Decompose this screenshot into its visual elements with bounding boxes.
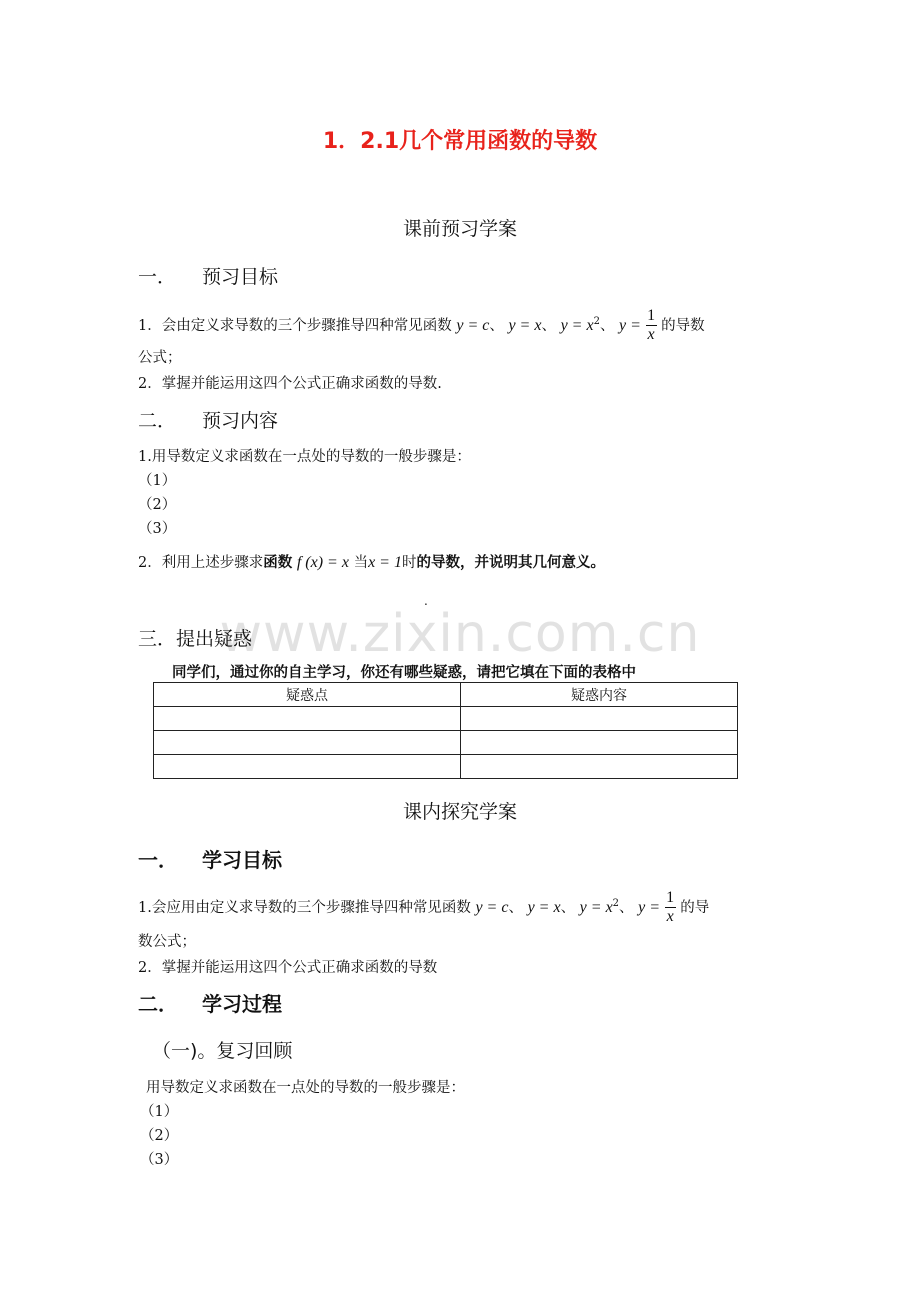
learning-goal-item-1 bbox=[138, 886, 709, 926]
text: 的导 bbox=[680, 899, 710, 916]
heading-questions: 三．提出疑惑 bbox=[138, 628, 253, 650]
table-cell[interactable] bbox=[154, 707, 461, 731]
review-item: 用导数定义求函数在一点处的导数的一般步骤是： bbox=[146, 1080, 465, 1096]
heading-preview-content bbox=[138, 406, 278, 433]
section-heading-inclass: 课内探究学案 bbox=[402, 801, 517, 823]
text: 2．利用上述步骤求 bbox=[138, 555, 264, 571]
formula: y = x bbox=[560, 316, 594, 334]
heading-label: 学习过程 bbox=[202, 992, 282, 1016]
formula: y = bbox=[638, 898, 661, 916]
text: 函数 bbox=[263, 555, 293, 571]
table-row bbox=[154, 707, 738, 731]
heading-number: 一． bbox=[138, 266, 177, 288]
formula: y = x bbox=[508, 316, 542, 334]
preview-step-2: （2） bbox=[138, 497, 177, 513]
review-step-3: （3） bbox=[140, 1152, 179, 1168]
formula: f (x) = x bbox=[296, 554, 349, 571]
numerator: 1 bbox=[647, 307, 656, 325]
preview-goal-item-1 bbox=[138, 304, 705, 344]
heading-label: 预习目标 bbox=[202, 266, 279, 288]
separator: 、 bbox=[508, 899, 523, 916]
page-title: 1．2.1几个常用函数的导数 bbox=[322, 129, 598, 154]
learning-goal-item-1-cont: 数公式； bbox=[138, 934, 196, 950]
preview-goal-item-2: 2．掌握并能运用这四个公式正确求函数的导数. bbox=[138, 376, 442, 392]
formula: y = x bbox=[579, 898, 613, 916]
text: 1.会应用由定义求导数的三个步骤推导四种常见函数 bbox=[138, 899, 471, 916]
formula: y = bbox=[619, 316, 641, 334]
table-cell[interactable] bbox=[154, 731, 461, 755]
text: 当 bbox=[353, 555, 369, 571]
preview-content-item-2 bbox=[138, 551, 605, 572]
text: 的导数，并说明其几何意义。 bbox=[416, 555, 605, 571]
table-cell[interactable] bbox=[461, 755, 738, 779]
review-step-1: （1） bbox=[140, 1104, 179, 1120]
table-row bbox=[154, 731, 738, 755]
denominator: x bbox=[647, 326, 655, 344]
table-header: 疑惑点 bbox=[154, 683, 461, 707]
preview-goal-item-1-cont: 公式； bbox=[138, 350, 182, 366]
heading-number: 一． bbox=[138, 848, 178, 872]
fraction bbox=[665, 889, 676, 926]
formula: y = c bbox=[456, 316, 490, 334]
preview-step-3: （3） bbox=[138, 521, 177, 537]
table-header: 疑惑内容 bbox=[461, 683, 738, 707]
separator: 、 bbox=[541, 317, 556, 334]
table-cell[interactable] bbox=[461, 731, 738, 755]
exponent: 2 bbox=[612, 898, 620, 909]
table-row bbox=[154, 755, 738, 779]
heading-number: 二． bbox=[138, 992, 178, 1016]
table-cell[interactable] bbox=[461, 707, 738, 731]
heading-learning-goals bbox=[138, 844, 282, 873]
section-heading-preview: 课前预习学案 bbox=[402, 218, 517, 240]
table-header-row bbox=[154, 683, 738, 707]
formula: y = x bbox=[527, 898, 561, 916]
heading-label: 学习目标 bbox=[202, 848, 282, 872]
subheading-review: （一)。复习回顾 bbox=[152, 1040, 293, 1062]
formula: x = 1 bbox=[368, 554, 402, 571]
exponent: 2 bbox=[593, 316, 600, 327]
formula: y = c bbox=[475, 898, 509, 916]
questions-table bbox=[153, 682, 738, 779]
separator: 、 bbox=[619, 899, 634, 916]
review-step-2: （2） bbox=[140, 1128, 179, 1144]
heading-label: 预习内容 bbox=[202, 410, 279, 432]
denominator: x bbox=[666, 908, 674, 926]
stray-dot: . bbox=[424, 594, 428, 608]
heading-learning-process bbox=[138, 988, 282, 1017]
learning-goal-item-2: 2．掌握并能运用这四个公式正确求函数的导数 bbox=[138, 960, 438, 976]
separator: 、 bbox=[599, 317, 615, 334]
separator: 、 bbox=[489, 317, 504, 334]
numerator: 1 bbox=[666, 889, 675, 907]
text: 1．会由定义求导数的三个步骤推导四种常见函数 bbox=[138, 317, 452, 334]
fraction bbox=[646, 307, 657, 344]
text: 时 bbox=[401, 555, 417, 571]
table-cell[interactable] bbox=[154, 755, 461, 779]
watermark: www.zixin.com.cn bbox=[219, 604, 701, 664]
preview-step-1: （1） bbox=[138, 473, 177, 489]
questions-intro: 同学们，通过你的自主学习，你还有哪些疑惑，请把它填在下面的表格中 bbox=[172, 665, 636, 681]
heading-number: 二． bbox=[138, 410, 177, 432]
separator: 、 bbox=[560, 899, 576, 916]
preview-content-item-1: 1.用导数定义求函数在一点处的导数的一般步骤是： bbox=[138, 449, 471, 465]
text: 的导数 bbox=[661, 317, 705, 334]
heading-preview-goals bbox=[138, 262, 278, 289]
